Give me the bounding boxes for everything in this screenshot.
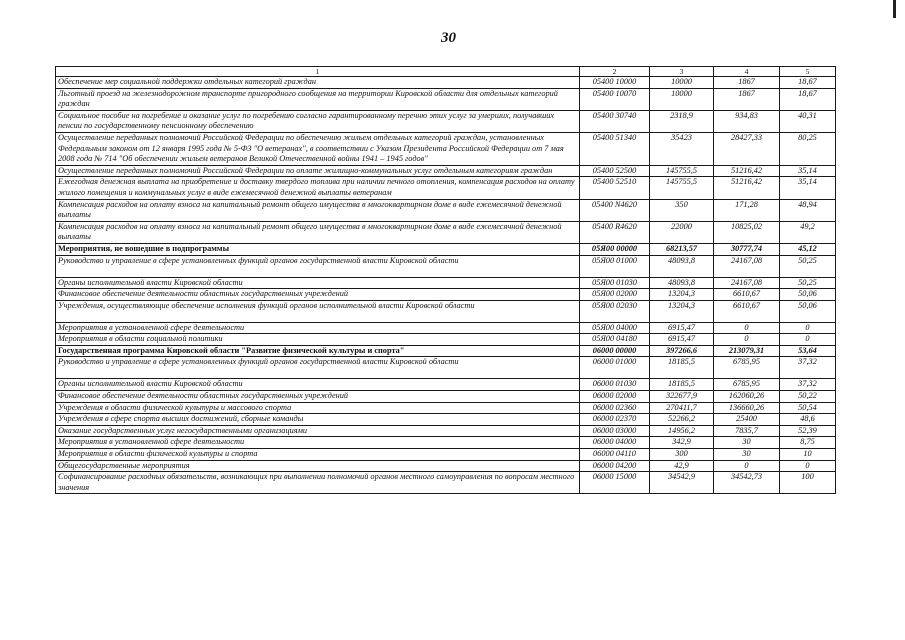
row-name-cell: Органы исполнительной власти Кировской области: [56, 277, 580, 289]
row-code-cell: 05Я00 00000: [580, 243, 650, 255]
row-percent-cell: 50,06: [780, 289, 836, 301]
table-row: [56, 379, 836, 391]
row-name-cell: Руководство и управление в сфере установленных функций органов государственной власти Кировской области: [56, 255, 580, 277]
row-percent-cell: 52,39: [780, 425, 836, 437]
row-code-cell: 06000 04000: [580, 437, 650, 449]
row-name-cell: Оказание государственных услуг негосударственными организациями: [56, 425, 580, 437]
row-name-cell: Осуществление переданных полномочий Российской Федерации по обеспечению жильем отдельных категорий граждан, установленных Федеральным законом от 12 января 1995 года № 5-ФЗ "О ветеранах", в соответствии с Указом Президента Российской Федерации от 7 мая 2008 года № 714 "Об обеспечении жильем ветеранов Великой Отечественной войны 1941 – 1945 годов": [56, 132, 580, 165]
row-actual-cell: 51216,42: [714, 177, 780, 199]
row-plan-cell: 34542,9: [650, 472, 714, 494]
row-percent-cell: 45,12: [780, 243, 836, 255]
row-actual-cell: 25400: [714, 414, 780, 426]
table-row: [56, 449, 836, 461]
row-code-cell: 05400 52500: [580, 165, 650, 177]
row-name-cell: Компенсация расходов на оплату взноса на капитальный ремонт общего имущества в многоквартирном доме в виде ежемесячной денежной выплаты: [56, 199, 580, 221]
table-row: [56, 322, 836, 334]
row-code-cell: 06000 04200: [580, 460, 650, 472]
row-percent-cell: 35,14: [780, 177, 836, 199]
row-code-cell: 05400 R4620: [580, 221, 650, 243]
table-row: [56, 77, 836, 89]
row-actual-cell: 24167,08: [714, 277, 780, 289]
row-percent-cell: 50,06: [780, 300, 836, 322]
row-name-cell: Мероприятия, не вошедшие в подпрограммы: [56, 243, 580, 255]
row-percent-cell: 50,22: [780, 391, 836, 403]
row-name-cell: Мероприятия в установленной сфере деятельности: [56, 322, 580, 334]
row-plan-cell: 397266,6: [650, 345, 714, 357]
row-actual-cell: 6610,67: [714, 300, 780, 322]
row-actual-cell: 934,83: [714, 110, 780, 132]
row-plan-cell: 145755,5: [650, 165, 714, 177]
row-plan-cell: 48093,8: [650, 255, 714, 277]
row-code-cell: 05Я00 02030: [580, 300, 650, 322]
row-name-cell: Финансовое обеспечение деятельности областных государственных учреждений: [56, 289, 580, 301]
row-name-cell: Руководство и управление в сфере установленных функций органов государственной власти Кировской области: [56, 357, 580, 379]
row-plan-cell: 342,9: [650, 437, 714, 449]
row-percent-cell: 18,67: [780, 88, 836, 110]
row-actual-cell: 162060,26: [714, 391, 780, 403]
row-plan-cell: 14956,2: [650, 425, 714, 437]
row-code-cell: 05Я00 01000: [580, 255, 650, 277]
table-row: [56, 345, 836, 357]
row-actual-cell: 28427,33: [714, 132, 780, 165]
row-name-cell: Учреждения в сфере спорта высших достижений, сборные команды: [56, 414, 580, 426]
row-plan-cell: 270411,7: [650, 402, 714, 414]
table-row: [56, 334, 836, 346]
row-percent-cell: 48,94: [780, 199, 836, 221]
row-name-cell: Мероприятия в области социальной политики: [56, 334, 580, 346]
row-percent-cell: 50,25: [780, 277, 836, 289]
row-name-cell: Органы исполнительной власти Кировской области: [56, 379, 580, 391]
row-code-cell: 06000 02360: [580, 402, 650, 414]
row-actual-cell: 213079,31: [714, 345, 780, 357]
row-actual-cell: 136660,26: [714, 402, 780, 414]
table-row: [56, 414, 836, 426]
row-name-cell: Компенсация расходов на оплату взноса на капитальный ремонт общего имущества в многоквартирном доме в виде ежемесячной денежной выплаты: [56, 221, 580, 243]
table-row: [56, 472, 836, 494]
row-name-cell: Учреждения, осуществляющие обеспечение исполнения функций органов исполнительной власти Кировской области: [56, 300, 580, 322]
row-actual-cell: 0: [714, 460, 780, 472]
row-code-cell: 06000 15000: [580, 472, 650, 494]
row-name-cell: Учреждения в области физической культуры и массового спорта: [56, 402, 580, 414]
row-name-cell: Финансовое обеспечение деятельности областных государственных учреждений: [56, 391, 580, 403]
row-percent-cell: 40,31: [780, 110, 836, 132]
row-plan-cell: 68213,57: [650, 243, 714, 255]
row-plan-cell: 300: [650, 449, 714, 461]
table-row: [56, 110, 836, 132]
row-actual-cell: 6785,95: [714, 357, 780, 379]
row-actual-cell: 0: [714, 322, 780, 334]
row-plan-cell: 350: [650, 199, 714, 221]
row-code-cell: 05Я00 04000: [580, 322, 650, 334]
row-percent-cell: 18,67: [780, 77, 836, 89]
row-name-cell: Мероприятия в области физической культуры и спорта: [56, 449, 580, 461]
row-name-cell: Ежегодная денежная выплата на приобретение и доставку твердого топлива при наличии печного отопления, компенсация расходов на оплату жилого помещения и коммунальных услуг в виде ежемесячной денежной выплаты ветеранам: [56, 177, 580, 199]
row-percent-cell: 10: [780, 449, 836, 461]
table-row: [56, 255, 836, 277]
row-code-cell: 06000 04110: [580, 449, 650, 461]
header-cell-name: 1: [56, 67, 580, 77]
row-name-cell: Осуществление переданных полномочий Российской Федерации по оплате жилищно-коммунальных услуг отдельным категориям граждан: [56, 165, 580, 177]
row-percent-cell: 0: [780, 460, 836, 472]
row-actual-cell: 51216,42: [714, 165, 780, 177]
row-percent-cell: 80,25: [780, 132, 836, 165]
table-row: [56, 300, 836, 322]
row-actual-cell: 34542,73: [714, 472, 780, 494]
row-plan-cell: 10000: [650, 88, 714, 110]
row-actual-cell: 10825,02: [714, 221, 780, 243]
page-edge-mark: [893, 0, 896, 18]
row-actual-cell: 6785,95: [714, 379, 780, 391]
table-row: [56, 88, 836, 110]
table-row: [56, 391, 836, 403]
row-code-cell: 06000 01000: [580, 357, 650, 379]
row-plan-cell: 322677,9: [650, 391, 714, 403]
table-row: [56, 132, 836, 165]
row-plan-cell: 48093,8: [650, 277, 714, 289]
table-row: [56, 437, 836, 449]
row-actual-cell: 1867: [714, 77, 780, 89]
row-code-cell: 05Я00 01030: [580, 277, 650, 289]
row-actual-cell: 30: [714, 449, 780, 461]
row-plan-cell: 18185,5: [650, 379, 714, 391]
row-code-cell: 05400 N4620: [580, 199, 650, 221]
row-percent-cell: 37,32: [780, 357, 836, 379]
row-name-cell: Мероприятия в установленной сфере деятельности: [56, 437, 580, 449]
row-actual-cell: 0: [714, 334, 780, 346]
budget-table: [55, 66, 836, 494]
row-code-cell: 05400 52510: [580, 177, 650, 199]
row-plan-cell: 13204,3: [650, 300, 714, 322]
table-row: [56, 357, 836, 379]
row-plan-cell: 10000: [650, 77, 714, 89]
row-code-cell: 05400 10070: [580, 88, 650, 110]
row-actual-cell: 6610,67: [714, 289, 780, 301]
row-name-cell: Льготный проезд на железнодорожном транспорте пригородного сообщения на территории Кировской области для отдельных категорий граждан: [56, 88, 580, 110]
table-row: [56, 165, 836, 177]
row-percent-cell: 0: [780, 334, 836, 346]
row-code-cell: 05Я00 02000: [580, 289, 650, 301]
row-actual-cell: 30777,74: [714, 243, 780, 255]
row-code-cell: 06000 02000: [580, 391, 650, 403]
row-code-cell: 06000 02370: [580, 414, 650, 426]
row-percent-cell: 37,32: [780, 379, 836, 391]
row-percent-cell: 100: [780, 472, 836, 494]
row-percent-cell: 0: [780, 322, 836, 334]
table-row: [56, 425, 836, 437]
row-actual-cell: 30: [714, 437, 780, 449]
row-percent-cell: 35,14: [780, 165, 836, 177]
row-code-cell: 06000 00000: [580, 345, 650, 357]
header-cell-percent: 5: [780, 67, 836, 77]
row-name-cell: Обеспечение мер социальной поддержки отдельных категорий граждан: [56, 77, 580, 89]
table-row: [56, 277, 836, 289]
page-number: 30: [441, 30, 456, 46]
row-plan-cell: 22000: [650, 221, 714, 243]
row-plan-cell: 2318,9: [650, 110, 714, 132]
row-plan-cell: 6915,47: [650, 322, 714, 334]
row-name-cell: Софинансирование расходных обязательств, возникающих при выполнении полномочий органов местного самоуправления по вопросам местного значения: [56, 472, 580, 494]
row-plan-cell: 145755,5: [650, 177, 714, 199]
row-code-cell: 05400 30740: [580, 110, 650, 132]
row-percent-cell: 50,25: [780, 255, 836, 277]
row-plan-cell: 13204,3: [650, 289, 714, 301]
row-code-cell: 06000 01030: [580, 379, 650, 391]
table-header-row: [56, 67, 836, 77]
row-percent-cell: 50,54: [780, 402, 836, 414]
row-code-cell: 05400 51340: [580, 132, 650, 165]
row-actual-cell: 171,28: [714, 199, 780, 221]
row-plan-cell: 42,9: [650, 460, 714, 472]
table-row: [56, 402, 836, 414]
header-cell-plan: 3: [650, 67, 714, 77]
table-row: [56, 289, 836, 301]
table-row: [56, 460, 836, 472]
row-name-cell: Государственная программа Кировской области "Развитие физической культуры и спорта": [56, 345, 580, 357]
row-name-cell: Общегосударственные мероприятия: [56, 460, 580, 472]
row-actual-cell: 1867: [714, 88, 780, 110]
row-code-cell: 05400 10000: [580, 77, 650, 89]
table-row: [56, 199, 836, 221]
header-cell-code: 2: [580, 67, 650, 77]
header-cell-actual: 4: [714, 67, 780, 77]
row-plan-cell: 6915,47: [650, 334, 714, 346]
row-name-cell: Социальное пособие на погребение и оказание услуг по погребению согласно гарантированному перечню этих услуг за умерших, получавших пенсии по государственному пенсионному обеспечению: [56, 110, 580, 132]
row-code-cell: 06000 03000: [580, 425, 650, 437]
row-percent-cell: 8,75: [780, 437, 836, 449]
row-plan-cell: 52266,2: [650, 414, 714, 426]
row-plan-cell: 18185,5: [650, 357, 714, 379]
table-row: [56, 221, 836, 243]
row-percent-cell: 53,64: [780, 345, 836, 357]
row-plan-cell: 35423: [650, 132, 714, 165]
row-code-cell: 05Я00 04180: [580, 334, 650, 346]
row-actual-cell: 7835,7: [714, 425, 780, 437]
table-row: [56, 243, 836, 255]
row-percent-cell: 49,2: [780, 221, 836, 243]
row-percent-cell: 48,6: [780, 414, 836, 426]
row-actual-cell: 24167,08: [714, 255, 780, 277]
table-body: [56, 77, 836, 494]
table-row: [56, 177, 836, 199]
